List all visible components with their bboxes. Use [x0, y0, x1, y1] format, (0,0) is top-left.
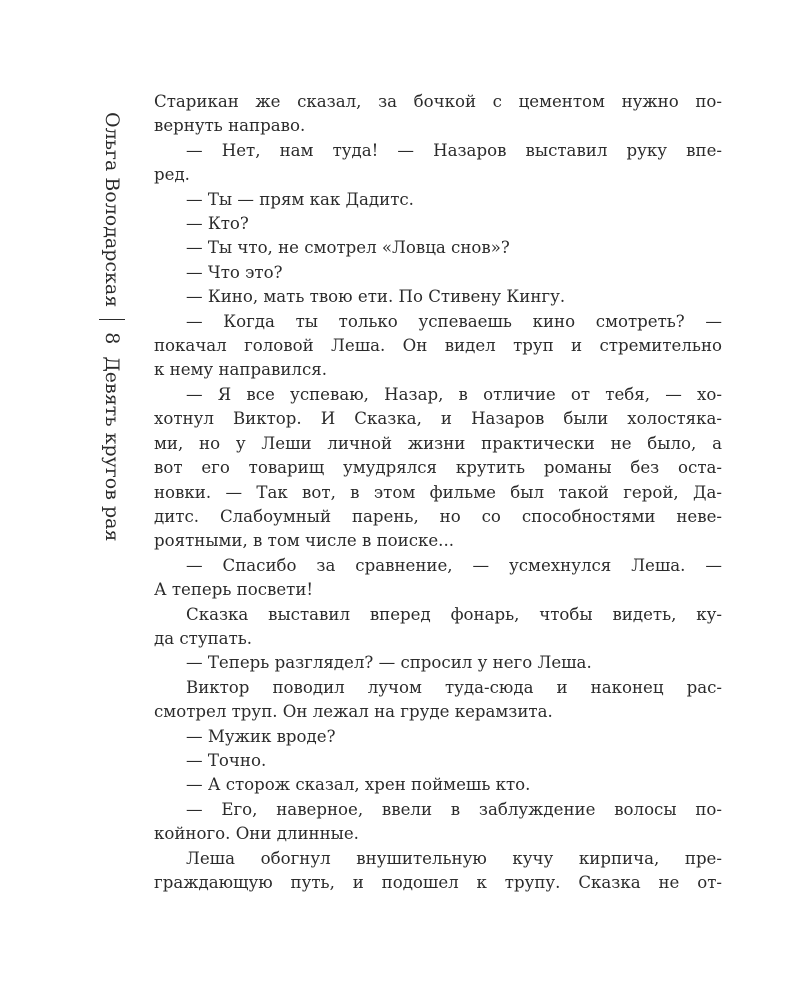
text-line: — Мужик вроде?: [186, 726, 336, 746]
text-line: — Когда ты только успеваешь кино смотреть? —: [186, 311, 722, 331]
text-line: А теперь посвети!: [154, 580, 314, 600]
running-head: [94, 112, 130, 592]
text-line: покачал головой Леша. Он видел труп и стремительно: [154, 336, 722, 356]
text-line: да ступать.: [154, 628, 253, 648]
text-line: — Я все успеваю, Назар, в отличие от тебя, — хо-: [186, 384, 722, 404]
text-line: Леша обогнул внушительную кучу кирпича, пре-: [186, 848, 722, 868]
running-head-book-title: Девять кругов рая: [101, 356, 123, 542]
text-line: — Спасибо за сравнение, — усмехнулся Леша. —: [186, 555, 722, 575]
text-line: Старикан же сказал, за бочкой с цементом нужно по-: [154, 92, 722, 111]
text-line: — Ты — прям как Дадитс.: [186, 189, 414, 209]
running-head-author: Ольга Володарская: [101, 112, 123, 308]
text-line: Виктор поводил лучом туда-сюда и наконец рас-: [186, 677, 722, 697]
text-line: граждающую путь, и подошел к трупу. Сказка не от-: [154, 873, 722, 892]
text-line: — Ты что, не смотрел «Ловца снов»?: [186, 238, 510, 258]
text-line: — Теперь разглядел? — спросил у него Леша.: [186, 653, 592, 673]
text-line: ред.: [154, 165, 190, 185]
text-line: — Точно.: [186, 750, 267, 770]
text-line: — А сторож сказал, хрен поймешь кто.: [186, 775, 531, 795]
running-head-rotated: [94, 112, 130, 592]
text-line: — Его, наверное, ввели в заблуждение волосы по-: [186, 799, 722, 819]
text-line: койного. Они длинные.: [154, 824, 359, 844]
text-line: дитс. Слабоумный парень, но со способностями неве-: [154, 506, 722, 526]
text-line: — Кто?: [186, 214, 249, 234]
text-line: хотнул Виктор. И Сказка, и Назаров были холостяка-: [154, 409, 722, 429]
text-line: вот его товарищ умудрялся крутить романы без оста-: [154, 458, 722, 478]
text-line: Сказка выставил вперед фонарь, чтобы видеть, ку-: [186, 604, 722, 624]
text-line: — Нет, нам туда! — Назаров выставил руку впе-: [186, 140, 722, 160]
running-head-page-number: 8: [101, 332, 123, 345]
text-line: — Что это?: [186, 262, 283, 282]
text-line: ми, но у Леши личной жизни практически не было, а: [154, 433, 722, 453]
text-line: вернуть направо.: [154, 116, 306, 136]
text-line: смотрел труп. Он лежал на груде керамзита.: [154, 702, 553, 722]
text-line: — Кино, мать твою ети. По Стивену Кингу.: [186, 287, 566, 307]
text-line: новки. — Так вот, в этом фильме был такой герой, Да-: [154, 482, 722, 502]
running-head-divider: [99, 319, 125, 320]
text-line: к нему направился.: [154, 360, 327, 380]
text-line: роятными, в том числе в поиске...: [154, 531, 455, 551]
body-text: [154, 90, 722, 895]
